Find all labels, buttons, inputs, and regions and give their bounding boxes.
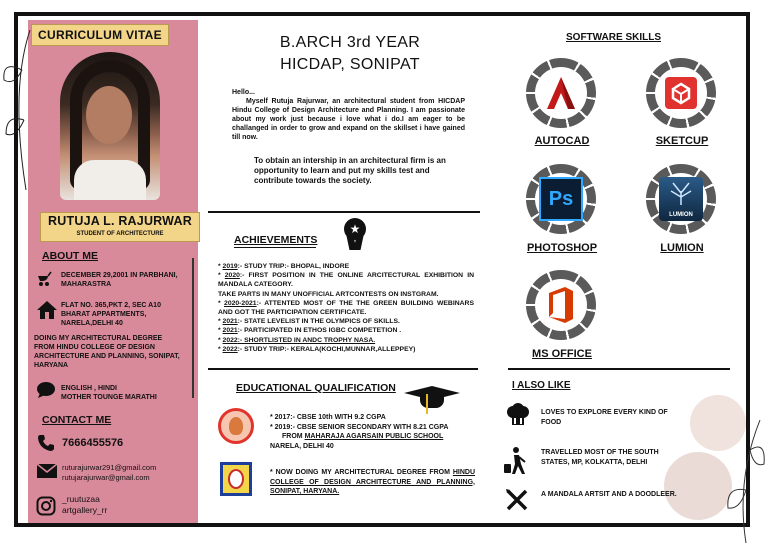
contact-me-heading: CONTACT ME — [42, 414, 112, 426]
achievement-item: * 2020-2021:- ATTENTED MOST OF THE THE GREEN BUILDING WEBINARS AND GOT THE PARTICIPATION CERTIFICATE. — [218, 299, 474, 317]
education-cbse-12: * 2019:- CBSE SENIOR SECONDARY WITH 8.21 CGPA — [270, 423, 449, 431]
photoshop-icon: Ps — [539, 177, 583, 221]
profile-photo — [60, 52, 160, 200]
instagram-handle-1[interactable]: _ruutuzaa — [62, 494, 100, 504]
baby-stroller-icon — [36, 270, 54, 292]
lumion-skill-ring — [646, 164, 716, 234]
email-secondary[interactable]: rutujarajurwar@gmail.com — [62, 473, 150, 482]
like-art: A MANDALA ARTSIT AND A DOODLEER. — [541, 491, 677, 498]
divider — [208, 368, 478, 370]
award-medal-icon: ★ — [344, 218, 366, 254]
i-also-like-heading: I ALSO LIKE — [512, 380, 571, 391]
achievement-year: 2019 — [222, 263, 238, 270]
lumion-wordmark: LUMION — [669, 212, 693, 218]
achievement-text: :- FIRST POSITION IN THE ONLINE ARCITECTURAL EXHIBITION IN MANDALA CATEGORY. — [218, 272, 474, 289]
intro-body: Myself Rutuja Rajurwar, an architectural student from HICDAP Hindu College of Design Architecture and Planning. I am passionate about my work just because i love what i do.I am eager to be challanged in order to grow and expand on the skillset i have gained till now. — [232, 98, 465, 141]
achievement-year: 2022 — [222, 345, 238, 353]
degree-info: DOING MY ARCHITECTURAL DEGREE FROM HINDU COLLEGE OF DESIGN ARCHITECTURE AND PLANNING, SONIPAT, HARYANA — [34, 335, 180, 369]
achievement-text: :- STUDY TRIP:- BHOPAL, INDORE — [237, 263, 350, 270]
divider — [208, 211, 480, 213]
software-skills-heading: SOFTWARE SKILLS — [566, 32, 661, 43]
email-primary[interactable]: ruturajurwar291@gmail.com — [62, 463, 157, 472]
msoffice-label: MS OFFICE — [532, 348, 592, 360]
floral-decoration-right — [706, 420, 768, 543]
education-school — [270, 432, 480, 442]
achievement-year: 2021 — [222, 318, 238, 326]
achievement-text: :- ATTENTED MOST OF THE THE GREEN BUILDING WEBINARS AND GOT THE PARTICIPATION CERTIFICATE. — [218, 299, 474, 317]
traveller-icon — [503, 446, 531, 480]
autocad-icon — [539, 71, 583, 115]
autocad-label: AUTOCAD — [534, 135, 590, 147]
chef-hat-icon — [505, 403, 531, 433]
achievement-text: :- STUDY TRIP:- KERALA(KOCHI,MUNNAR,ALLEPPEY) — [237, 345, 416, 353]
mail-icon — [36, 463, 58, 483]
full-name: RUTUJA L. RAJURWAR — [48, 214, 192, 228]
school-logo — [218, 408, 254, 444]
pen-pencil-icon — [505, 488, 529, 516]
education-college-name: HINDU COLLEGE OF DESIGN ARCHITECTURE AND PLANNING, SONIPAT, HARYANA. — [270, 469, 475, 495]
achievement-item: * 2019:- STUDY TRIP:- BHOPAL, INDORE — [218, 263, 350, 270]
header-line-2: HICDAP, SONIPAT — [280, 56, 420, 73]
address: FLAT NO. 365,PKT 2, SEC A10 BHARAT APPARTMENTS, NARELA,DELHI 40 — [61, 302, 161, 327]
education-school-place: NARELA, DELHI 40 — [270, 442, 334, 450]
sketchup-skill-ring — [646, 58, 716, 128]
name-band — [40, 212, 200, 242]
career-objective: To obtain an intership in an architectural firm is an opportunity to learn and put my skills test and contribute towards the society. — [254, 156, 446, 185]
education-school-name: MAHARAJA AGARSAIN PUBLIC SCHOOL — [304, 433, 444, 440]
intro-greeting: Hello... — [232, 89, 255, 96]
achievement-year: 2021 — [222, 327, 238, 335]
cv-title: CURRICULUM VITAE — [31, 24, 169, 46]
header-line-1: B.ARCH 3rd YEAR — [279, 34, 421, 51]
divider — [192, 258, 194, 398]
education-current: * NOW DOING MY ARCHITECTURAL DEGREE FROM — [270, 469, 450, 476]
photoshop-skill-ring — [526, 164, 596, 234]
achievement-item: * 2021:- PARTICIPATED IN ETHOS IGBC COMPETETION . — [218, 327, 402, 335]
phone-number[interactable]: 7666455576 — [62, 437, 124, 449]
languages-line-1: ENGLISH , HINDI — [61, 385, 118, 392]
autocad-skill-ring — [526, 58, 596, 128]
lumion-label: LUMION — [660, 242, 704, 254]
achievement-year: 2022 — [222, 336, 238, 344]
achievement-year: 2020-2021 — [224, 299, 257, 307]
achievement-text: :- PARTICIPATED IN ETHOS IGBC COMPETETION . — [237, 327, 402, 335]
languages-line-2: MOTHER TOUNGE MARATHI — [61, 394, 157, 401]
achievement-text: :- SHORTLISTED IN ANDC TROPHY NASA. — [237, 336, 376, 344]
education-from: FROM — [282, 433, 303, 440]
college-logo — [220, 462, 252, 496]
like-food: LOVES TO EXPLORE EVERY KIND OF FOOD — [541, 409, 668, 426]
role-subtitle: STUDENT OF ARCHITECTURE — [76, 231, 164, 237]
achievement-item: * 2022:- STUDY TRIP:- KERALA(KOCHI,MUNNAR,ALLEPPEY) — [218, 345, 416, 353]
achievement-item: * 2022:- SHORTLISTED IN ANDC TROPHY NASA. — [218, 336, 376, 344]
instagram-icon — [36, 496, 56, 520]
house-icon — [36, 300, 58, 324]
achievement-text: :- STATE LEVELIST IN THE OLYMPICS OF SKILLS. — [237, 318, 400, 326]
education-item-2 — [270, 468, 475, 497]
floral-decoration-left — [0, 30, 34, 190]
achievement-item: * 2020:- FIRST POSITION IN THE ONLINE ARCITECTURAL EXHIBITION IN MANDALA CATEGORY. — [218, 272, 474, 289]
about-me-heading: ABOUT ME — [42, 250, 98, 262]
education-heading: EDUCATIONAL QUALIFICATION — [236, 382, 396, 394]
sketchup-label: SKETCUP — [655, 135, 709, 147]
divider — [508, 368, 730, 370]
ms-office-icon — [539, 283, 583, 327]
phone-icon — [37, 434, 55, 456]
like-travel: TRAVELLED MOST OF THE SOUTH STATES, MP, KOLKATTA, DELHI — [541, 449, 659, 466]
birth-info: DECEMBER 29,2001 IN PARBHANI, MAHARASTRA — [61, 272, 178, 288]
instagram-handle-2[interactable]: artgallery_rr — [62, 505, 108, 515]
photoshop-label: PHOTOSHOP — [526, 242, 598, 254]
achievements-list — [218, 262, 474, 354]
achievement-item: * 2021:- STATE LEVELIST IN THE OLYMPICS OF SKILLS. — [218, 318, 400, 326]
sketchup-icon — [659, 71, 703, 115]
heading-underline — [234, 247, 316, 248]
speech-bubble-icon — [36, 381, 56, 403]
msoffice-skill-ring — [526, 270, 596, 340]
achievements-heading: ACHIEVEMENTS — [234, 234, 318, 246]
education-cbse-10: * 2017:- CBSE 10th WITH 9.2 CGPA — [270, 414, 386, 421]
achievement-item — [218, 290, 474, 299]
achievement-text: TAKE PARTS IN MANY UNOFFICIAL ARTCONTESTS ON INSTGRAM. — [218, 290, 439, 298]
intro-paragraph — [232, 88, 465, 142]
education-item-1 — [270, 413, 480, 451]
achievement-year: 2020 — [224, 272, 240, 280]
lumion-icon — [659, 177, 703, 221]
